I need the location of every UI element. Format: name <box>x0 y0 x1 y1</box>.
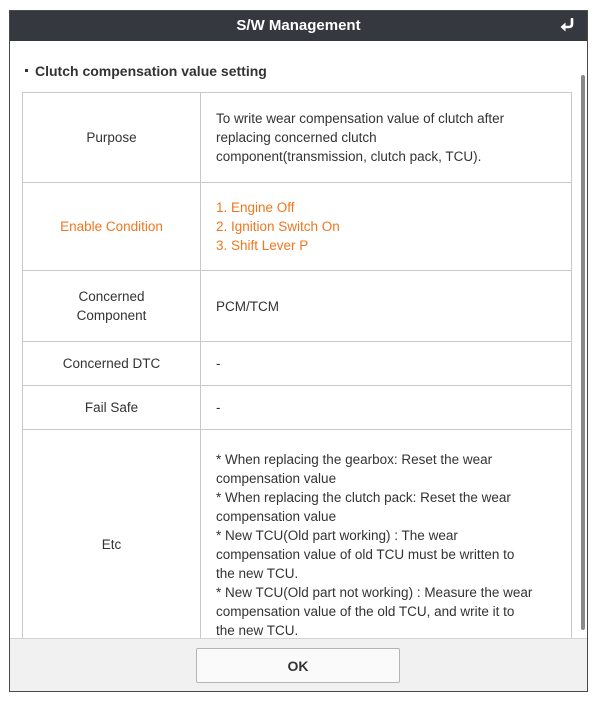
back-button[interactable] <box>555 14 581 38</box>
sw-management-dialog <box>9 10 588 692</box>
value-line: To write wear compensation value of clutch after <box>216 111 505 126</box>
row-label <box>23 271 201 342</box>
section-title <box>25 63 267 79</box>
value-line: 3. Shift Lever P <box>216 238 309 253</box>
value-line: * New TCU(Old part working) : The wear <box>216 527 458 543</box>
value-line: compensation value <box>216 508 337 524</box>
value-line: component(transmission, clutch pack, TCU). <box>216 149 482 164</box>
return-arrow-icon <box>559 18 577 34</box>
value-line: compensation value of the old TCU, and write it to <box>216 603 515 619</box>
dialog-footer <box>10 638 587 692</box>
value-line: compensation value <box>216 470 337 486</box>
value-line: compensation value of old TCU must be written to <box>216 546 515 562</box>
value-line: replacing concerned clutch <box>216 130 377 145</box>
value-line: * When replacing the gearbox: Reset the wear <box>216 451 493 467</box>
row-value <box>201 183 572 271</box>
row-label: Etc <box>23 430 201 639</box>
value-line: * New TCU(Old part not working) : Measure the wear <box>216 584 533 600</box>
row-value <box>201 271 572 342</box>
bullet-icon <box>25 69 28 72</box>
table-row-etc <box>23 430 572 639</box>
content-area[interactable] <box>10 41 587 638</box>
row-value <box>201 430 572 639</box>
value-line: the new TCU. <box>216 565 299 581</box>
info-table <box>22 92 572 638</box>
title-bar <box>10 11 587 41</box>
row-value <box>201 93 572 183</box>
table-row-concerned-component <box>23 271 572 342</box>
table-row-purpose <box>23 93 572 183</box>
vertical-scrollbar[interactable] <box>581 75 585 630</box>
value-line: 1. Engine Off <box>216 200 295 215</box>
value-line: the new TCU. <box>216 622 299 638</box>
row-label: Fail Safe <box>23 386 201 430</box>
value-line: - <box>216 400 221 415</box>
value-line: * When replacing the clutch pack: Reset the wear <box>216 489 511 505</box>
label-line: Concerned <box>78 289 145 304</box>
ok-button[interactable]: OK <box>196 648 400 683</box>
row-value <box>201 386 572 430</box>
row-value <box>201 342 572 386</box>
label-line: Component <box>76 308 147 323</box>
row-label: Purpose <box>23 93 201 183</box>
value-line: - <box>216 356 221 371</box>
dialog-title: S/W Management <box>236 17 361 34</box>
table-row-enable-condition <box>23 183 572 271</box>
value-line: 2. Ignition Switch On <box>216 219 340 234</box>
table-row-fail-safe <box>23 386 572 430</box>
table-row-concerned-dtc <box>23 342 572 386</box>
section-title-text: Clutch compensation value setting <box>35 63 267 79</box>
row-label: Enable Condition <box>23 183 201 271</box>
row-label: Concerned DTC <box>23 342 201 386</box>
value-line: PCM/TCM <box>216 298 279 314</box>
